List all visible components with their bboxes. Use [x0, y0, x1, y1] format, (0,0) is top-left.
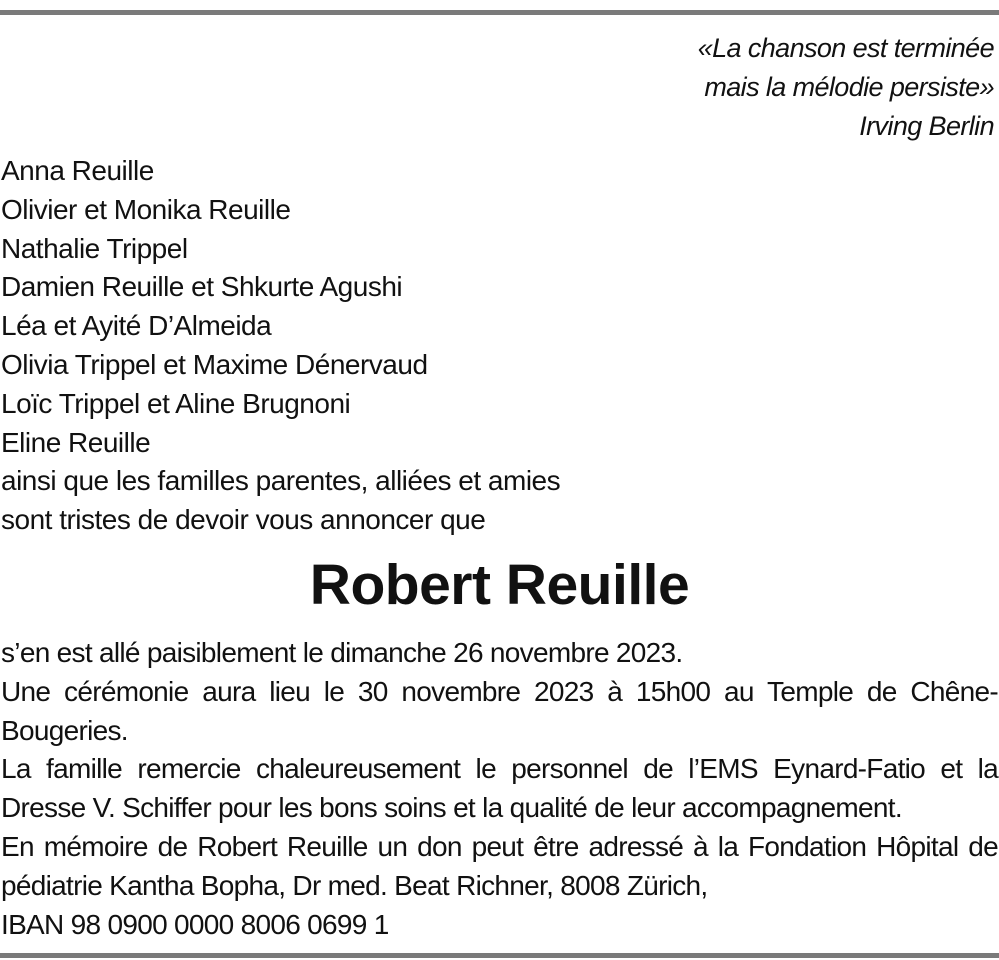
family-member: Léa et Ayité D’Almeida — [1, 310, 272, 342]
family-member: Anna Reuille — [1, 155, 154, 186]
family-list — [1, 152, 560, 540]
ceremony-paragraph: Une cérémonie aura lieu le 30 novembre 2023 à 15h00 au Temple de Chêne-Bougeries. — [1, 675, 998, 746]
quote-line-2: mais la mélodie persiste» — [704, 71, 994, 102]
bottom-border-rule — [0, 953, 999, 958]
iban-line: IBAN 98 0900 0000 8006 0699 1 — [1, 908, 389, 940]
top-border-rule — [0, 10, 999, 15]
relatives-line: ainsi que les familles parentes, alliées et amies — [1, 465, 561, 497]
quote-author: Irving Berlin — [859, 110, 994, 141]
family-member: Olivier et Monika Reuille — [1, 193, 291, 225]
family-member: Damien Reuille et Shkurte Agushi — [1, 271, 403, 303]
deceased-name: Robert Reuille — [309, 553, 690, 617]
donation-paragraph: En mémoire de Robert Reuille un don peut être adressé à la Fondation Hôpital de pédiatrie Kantha Bopha, Dr med. Beat Richner, 8008 Zürich, — [1, 830, 998, 901]
family-member: Loïc Trippel et Aline Brugnoni — [1, 387, 351, 419]
announcement-body — [1, 634, 998, 944]
announcement-intro: sont tristes de devoir vous annoncer que — [1, 504, 486, 536]
passing-line: s’en est allé paisiblement le dimanche 26 novembre 2023. — [1, 637, 683, 668]
epigraph-quote — [698, 29, 994, 145]
family-member: Nathalie Trippel — [1, 232, 188, 264]
quote-line-1: «La chanson est terminée — [697, 33, 994, 63]
family-member: Eline Reuille — [1, 426, 151, 458]
thanks-paragraph: La famille remercie chaleureusement le personnel de l’EMS Eynard-Fatio et la Dresse V. Schiffer pour les bons soins et la qualité de leur accompagnement. — [1, 753, 998, 824]
family-member: Olivia Trippel et Maxime Dénervaud — [1, 348, 428, 380]
